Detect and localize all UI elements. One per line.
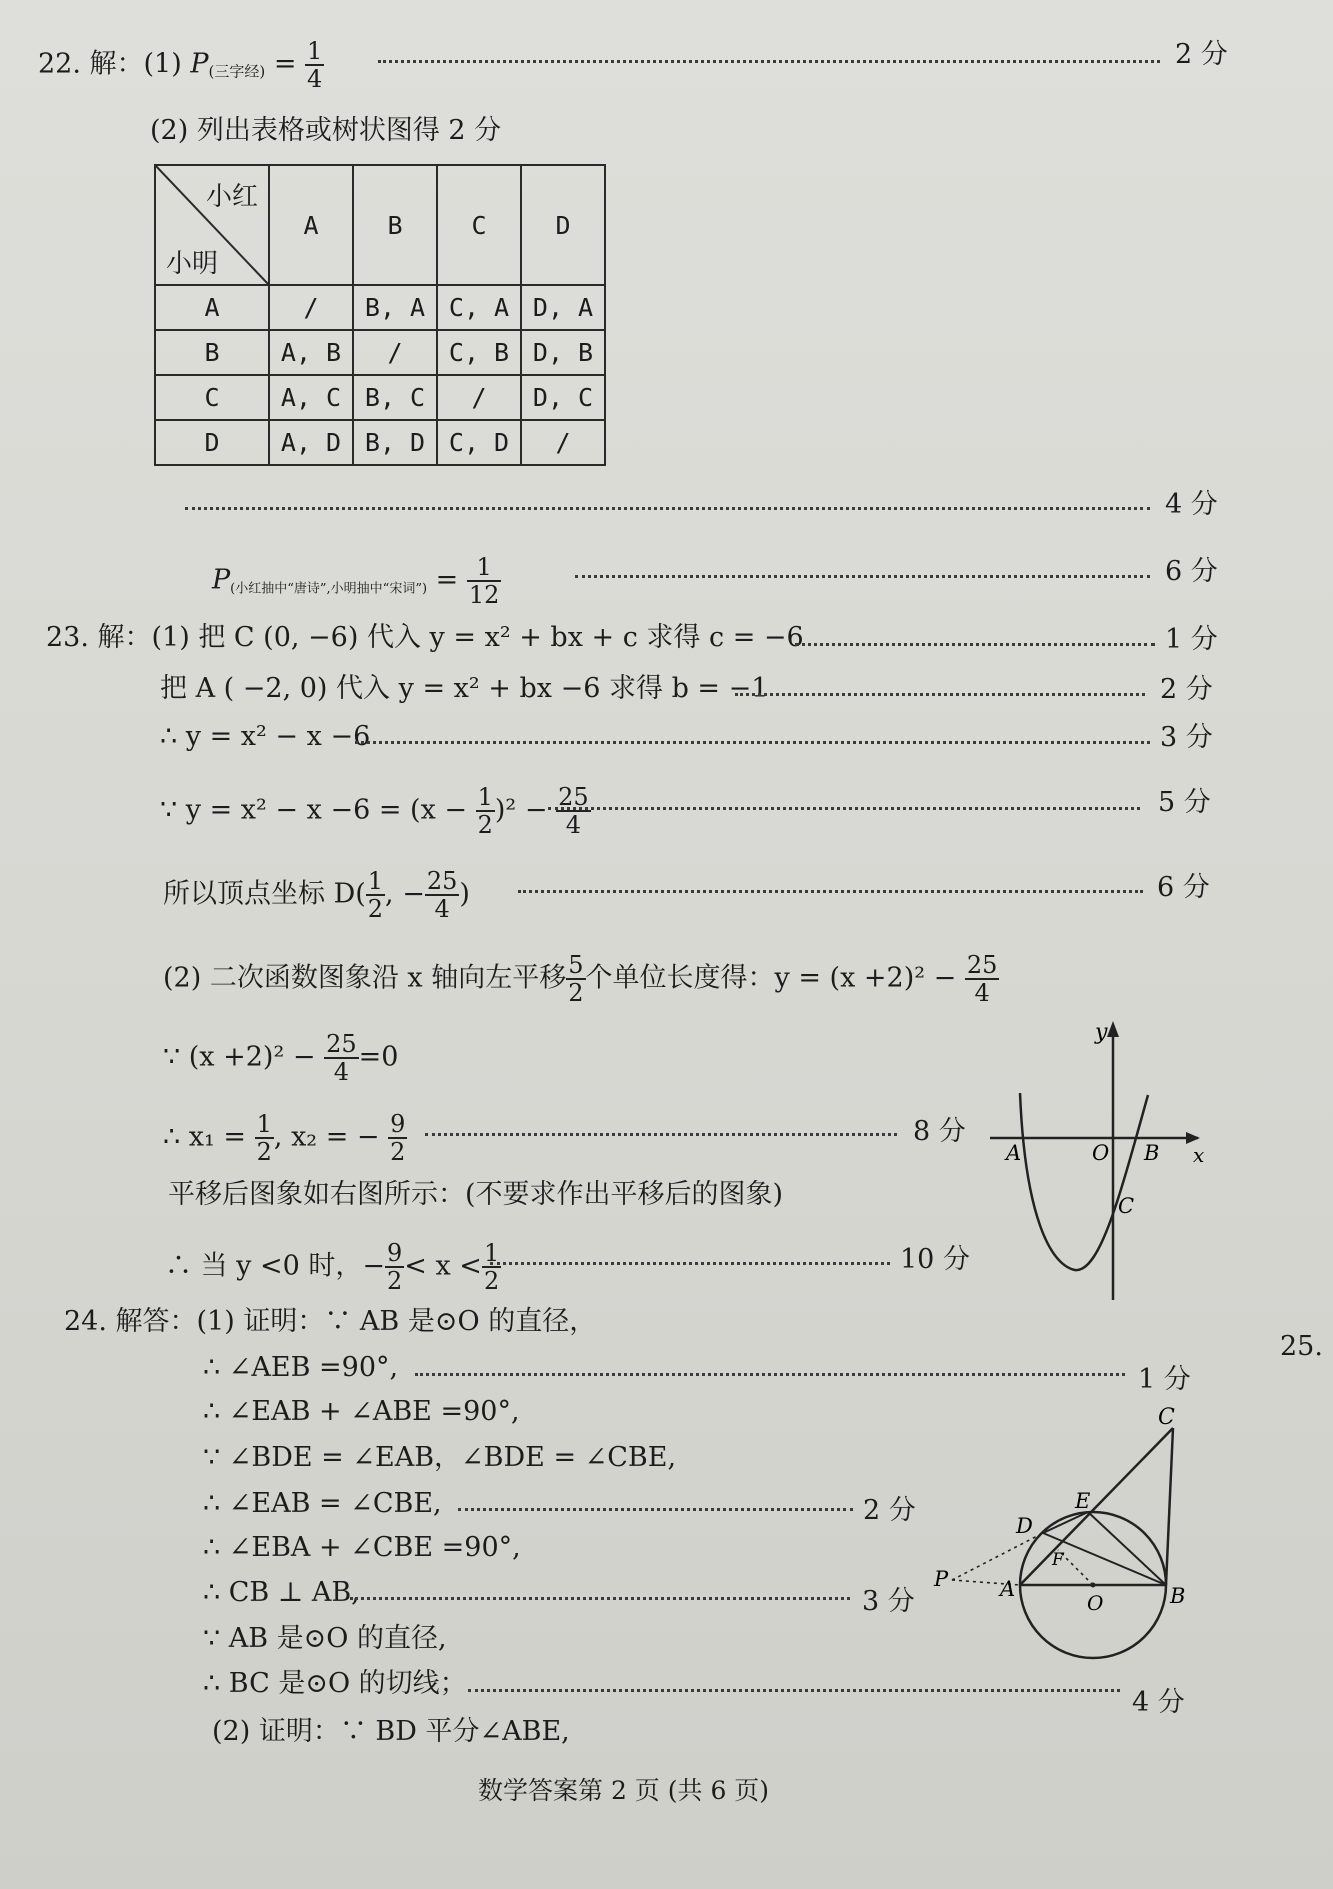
row-header: B xyxy=(155,330,269,375)
corner-label-xiaohong: 小红 xyxy=(205,182,258,212)
dot-leader xyxy=(795,643,1155,646)
dot-leader xyxy=(575,575,1150,578)
point-label-D: D xyxy=(1016,1514,1033,1538)
table-cell: / xyxy=(269,285,353,330)
q24-line7: ∴ CB ⊥ AB, xyxy=(203,1577,360,1608)
q23-score10: 10 分 xyxy=(900,1244,970,1275)
q24-line8: ∵ AB 是⊙O 的直径, xyxy=(203,1623,447,1654)
table-cell: C, D xyxy=(437,420,521,465)
q22-score3: 6 分 xyxy=(1165,556,1218,587)
dot-leader xyxy=(548,807,1140,810)
q24-line4: ∵ ∠BDE = ∠EAB，∠BDE = ∠CBE, xyxy=(203,1442,677,1473)
table-cell: A, C xyxy=(269,375,353,420)
q22-p1-fraction: $\frac{1}{4}$ xyxy=(307,37,323,93)
q24-line6: ∴ ∠EBA + ∠CBE =90°, xyxy=(203,1532,521,1563)
q24-line1: 24. 解答：(1) 证明：∵ AB 是⊙O 的直径， xyxy=(64,1306,597,1337)
line-AC xyxy=(1020,1428,1173,1585)
q23-line1: 23. 解：(1) 把 C (0, −6) 代入 y = x² + bx + c 求得 c = −6 xyxy=(46,622,804,653)
parabola-graph xyxy=(980,1015,1215,1305)
q22-head: 22. 解：(1) xyxy=(38,48,191,80)
fraction-25-4: $\frac{25}{4}$ xyxy=(326,1030,357,1086)
q23-line8: ∴ x₁ = $\frac{1}{2}$ , x₂ = − $\frac{9}{2}$ xyxy=(163,1110,406,1166)
axis-label-x: x xyxy=(1193,1143,1205,1167)
point-label-O: O xyxy=(1092,1141,1110,1165)
q24-score3: 3 分 xyxy=(862,1586,915,1617)
point-label-B: B xyxy=(1144,1141,1160,1165)
table-cell: B, D xyxy=(353,420,437,465)
q23-score8: 8 分 xyxy=(913,1116,966,1147)
dot-leader xyxy=(468,1689,1120,1692)
dot-leader xyxy=(185,507,1150,510)
q24-line3: ∴ ∠EAB + ∠ABE =90°, xyxy=(203,1396,520,1427)
fraction-1-2: $\frac{1}{2}$ xyxy=(256,1110,272,1166)
q23-score5: 5 分 xyxy=(1158,787,1211,818)
q24-score1: 1 分 xyxy=(1138,1364,1191,1395)
dotted-PD xyxy=(952,1533,1043,1580)
q23-line10: ∴ 当 y <0 时，− $\frac{9}{2}$ < x < $\frac{1}{2}$ xyxy=(165,1239,500,1295)
fraction-1-2: $\frac{1}{2}$ xyxy=(483,1239,500,1295)
q22-line-p2: $P_{(小红抽中“唐诗”,小明抽中“宋词”)}$ = $\frac{1}{12}$ xyxy=(212,553,500,609)
prob-symbol: P xyxy=(212,564,231,596)
table-cell: B, C xyxy=(353,375,437,420)
q23-line5: 所以顶点坐标 D( $\frac{1}{2}$ , − $\frac{25}{4}$ ) xyxy=(163,867,470,923)
q23-line3: ∴ y = x² − x −6 xyxy=(160,721,371,752)
q22-p1-subscript: (三字经) xyxy=(208,62,266,81)
col-header: D xyxy=(521,165,605,285)
fraction-25-4: $\frac{25}{4}$ xyxy=(558,783,589,839)
q24-line10: (2) 证明：∵ BD 平分∠ABE, xyxy=(212,1716,570,1747)
row-header: A xyxy=(155,285,269,330)
q23-score3: 3 分 xyxy=(1160,722,1213,753)
table-corner-cell xyxy=(155,165,269,285)
row-header: C xyxy=(155,375,269,420)
q24-line5: ∴ ∠EAB = ∠CBE, xyxy=(203,1488,442,1519)
table-cell: B, A xyxy=(353,285,437,330)
fraction-9-2: $\frac{9}{2}$ xyxy=(387,1239,403,1295)
axis-label-y: y xyxy=(1095,1020,1108,1045)
table-cell: C, A xyxy=(437,285,521,330)
table-row xyxy=(155,375,605,420)
q23-line9: 平移后图象如右图所示：(不要求作出平移后的图象) xyxy=(168,1179,784,1210)
fraction-1-2: $\frac{1}{2}$ xyxy=(477,783,493,839)
q25-label: 25. xyxy=(1280,1331,1323,1362)
col-header: A xyxy=(269,165,353,285)
dot-leader xyxy=(518,890,1143,893)
dot-leader xyxy=(350,1597,850,1600)
table-row xyxy=(155,330,605,375)
table-row xyxy=(155,420,605,465)
point-label-F: F xyxy=(1052,1550,1064,1570)
table-cell: / xyxy=(437,375,521,420)
point-label-A: A xyxy=(1000,1577,1016,1601)
dot-leader xyxy=(355,741,1150,744)
q23-score2: 2 分 xyxy=(1160,674,1213,705)
q22-line1: 22. 解：(1) $P_{(三字经)}$ = $\frac{1}{4}$ xyxy=(38,37,323,93)
chord-EB xyxy=(1088,1512,1166,1585)
table-header-row xyxy=(155,165,605,285)
point-label-O: O xyxy=(1087,1591,1104,1615)
point-label-P: P xyxy=(934,1567,949,1591)
prob-symbol: P xyxy=(190,48,209,80)
q23-score6: 6 分 xyxy=(1157,872,1210,903)
q24-line9: ∴ BC 是⊙O 的切线； xyxy=(203,1668,467,1699)
table-cell: A, D xyxy=(269,420,353,465)
circle-tangent-figure xyxy=(930,1400,1185,1680)
q24-line2: ∴ ∠AEB =90°, xyxy=(203,1352,399,1383)
q22-outcome-table xyxy=(154,164,606,466)
corner-label-xiaoming: 小明 xyxy=(166,249,219,279)
table-cell: / xyxy=(353,330,437,375)
table-cell: C, B xyxy=(437,330,521,375)
tangent-BC xyxy=(1166,1428,1173,1585)
q23-score1: 1 分 xyxy=(1165,624,1218,655)
point-label-C: C xyxy=(1118,1194,1135,1218)
table-cell: A, B xyxy=(269,330,353,375)
center-dot xyxy=(1091,1583,1096,1588)
dot-leader xyxy=(425,1133,897,1136)
q23-line4: ∵ y = x² − x −6 = (x − $\frac{1}{2}$ )² − $\frac{25}{4}$ xyxy=(160,783,589,839)
q22-part2: (2) 列出表格或树状图得 2 分 xyxy=(150,115,502,146)
fraction-5-2: $\frac{5}{2}$ xyxy=(568,951,584,1007)
row-header: D xyxy=(155,420,269,465)
point-label-A: A xyxy=(1006,1141,1022,1165)
table-cell: D, A xyxy=(521,285,605,330)
fraction-1-2: $\frac{1}{2}$ xyxy=(367,867,384,923)
q23-line7: ∵ (x +2)² − $\frac{25}{4}$ =0 xyxy=(163,1030,399,1086)
dot-leader xyxy=(415,1373,1125,1376)
dot-leader xyxy=(735,693,1145,696)
table-cell: / xyxy=(521,420,605,465)
q22-score1: 2 分 xyxy=(1175,39,1228,70)
table-cell: D, B xyxy=(521,330,605,375)
q24-score2: 2 分 xyxy=(863,1495,916,1526)
col-header: B xyxy=(353,165,437,285)
parabola-curve xyxy=(1020,1093,1148,1270)
dot-leader xyxy=(378,60,1160,63)
dot-leader xyxy=(490,1262,890,1265)
point-label-C: C xyxy=(1158,1405,1175,1430)
point-label-B: B xyxy=(1170,1584,1185,1608)
fraction-25-4: $\frac{25}{4}$ xyxy=(966,951,998,1007)
q22-p2-subscript: (小红抽中“唐诗”,小明抽中“宋词”) xyxy=(230,581,428,597)
q23-line2: 把 A ( −2, 0) 代入 y = x² + bx −6 求得 b = −1 xyxy=(160,673,769,704)
fraction-25-4: $\frac{25}{4}$ xyxy=(426,867,458,923)
table-cell: D, C xyxy=(521,375,605,420)
q22-p2-fraction: $\frac{1}{12}$ xyxy=(468,553,500,609)
col-header: C xyxy=(437,165,521,285)
table-row xyxy=(155,285,605,330)
q24-score4: 4 分 xyxy=(1132,1687,1185,1718)
q23-line6: (2) 二次函数图象沿 x 轴向左平移 $\frac{5}{2}$ 个单位长度得：y = (x +2)² − $\frac{25}{4}$ xyxy=(163,951,998,1007)
y-axis-arrow-icon xyxy=(1107,1021,1119,1037)
point-label-E: E xyxy=(1075,1489,1091,1513)
fraction-9-2: $\frac{9}{2}$ xyxy=(390,1110,406,1166)
dot-leader xyxy=(458,1508,853,1511)
q22-score2: 4 分 xyxy=(1165,489,1218,520)
page-footer: 数学答案第 2 页 (共 6 页) xyxy=(478,1776,770,1805)
